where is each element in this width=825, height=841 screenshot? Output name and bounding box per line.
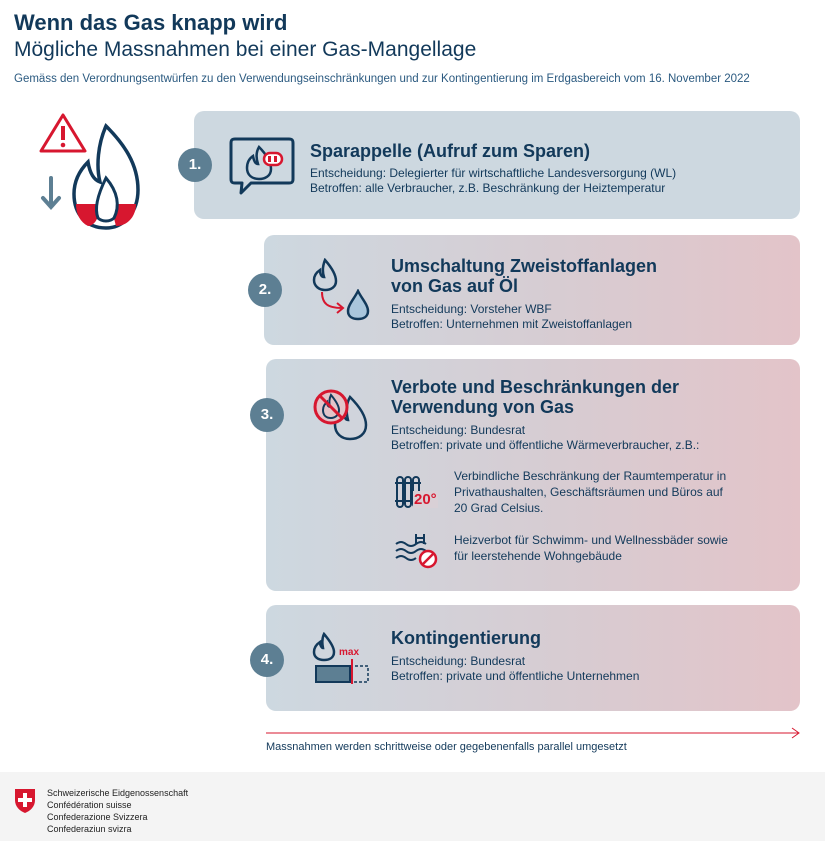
step-1-number: 1. — [178, 148, 212, 182]
flame-level-icon — [66, 122, 148, 234]
step-1-title: Sparappelle (Aufruf zum Sparen) — [310, 141, 591, 161]
flame-icon — [312, 258, 338, 292]
step-4-title: Kontingentierung — [391, 628, 541, 648]
swiss-cross-icon — [14, 788, 36, 814]
pool-no-icon — [394, 530, 440, 570]
source-note: Gemäss den Verordnungsentwürfen zu den Verwendungseinschränkungen und zur Kontingentierung im Erdgasbereich vom 16. November 2022 — [14, 73, 750, 85]
step-3-number: 3. — [250, 398, 284, 432]
step-2-title-line1: Umschaltung Zweistoffanlagen — [391, 256, 658, 276]
speech-bubble-flame-icon — [229, 137, 295, 195]
step-3-decision: Entscheidung: Bundesrat — [391, 423, 526, 437]
step-4-number: 4. — [250, 643, 284, 677]
step-3-affected: Betroffen: private und öffentliche Wärmeverbraucher, z.B.: — [391, 438, 700, 452]
step-2-number: 2. — [248, 273, 282, 307]
footer — [0, 772, 825, 841]
progress-arrow — [266, 727, 802, 739]
step-3-sub2-line1: Heizverbot für Schwimm- und Wellnessbäder sowie — [454, 533, 728, 547]
flame-max-icon — [312, 632, 374, 684]
federation-line-4: Confederaziun svizra — [47, 824, 132, 834]
federation-line-1: Schweizerische Eidgenossenschaft — [47, 788, 189, 798]
step-4-decision: Entscheidung: Bundesrat — [391, 654, 526, 668]
step-3-sub1-line2: Privathaushalten, Geschäftsräumen und Büros auf — [454, 485, 723, 499]
federation-line-2: Confédération suisse — [47, 800, 132, 810]
step-2-affected: Betroffen: Unternehmen mit Zweistoffanlagen — [391, 317, 633, 331]
step-4-affected: Betroffen: private und öffentliche Unternehmen — [391, 669, 640, 683]
step-1-affected: Betroffen: alle Verbraucher, z.B. Beschränkung der Heiztemperatur — [310, 181, 666, 195]
step-3-sub2-line2: für leerstehende Wohngebäude — [454, 549, 622, 563]
step-3-title-line1: Verbote und Beschränkungen der — [391, 377, 680, 397]
step-3-sub1-line3: 20 Grad Celsius. — [454, 501, 544, 515]
arrow-label: Massnahmen werden schrittweise oder gegebenenfalls parallel umgesetzt — [266, 741, 627, 753]
step-1-decision: Entscheidung: Delegierter für wirtschaftliche Landesversorgung (WL) — [310, 166, 677, 180]
no-flame-icon — [312, 387, 370, 441]
step-2-title-line2: von Gas auf Öl — [391, 276, 519, 296]
page-subtitle: Mögliche Massnahmen bei einer Gas-Mangellage — [14, 38, 477, 61]
oil-drop-icon — [346, 289, 370, 321]
page-title: Wenn das Gas knapp wird — [14, 10, 288, 35]
radiator-temperature: 20° — [414, 491, 437, 508]
switch-arrow-icon — [318, 290, 348, 314]
max-label: max — [339, 647, 360, 658]
step-3-sub1-line1: Verbindliche Beschränkung der Raumtemperatur in — [454, 469, 727, 483]
federation-line-3: Confederazione Svizzera — [47, 812, 148, 822]
step-2-decision: Entscheidung: Vorsteher WBF — [391, 302, 552, 316]
down-arrow-icon — [40, 176, 62, 214]
step-3-title-line2: Verwendung von Gas — [391, 397, 575, 417]
